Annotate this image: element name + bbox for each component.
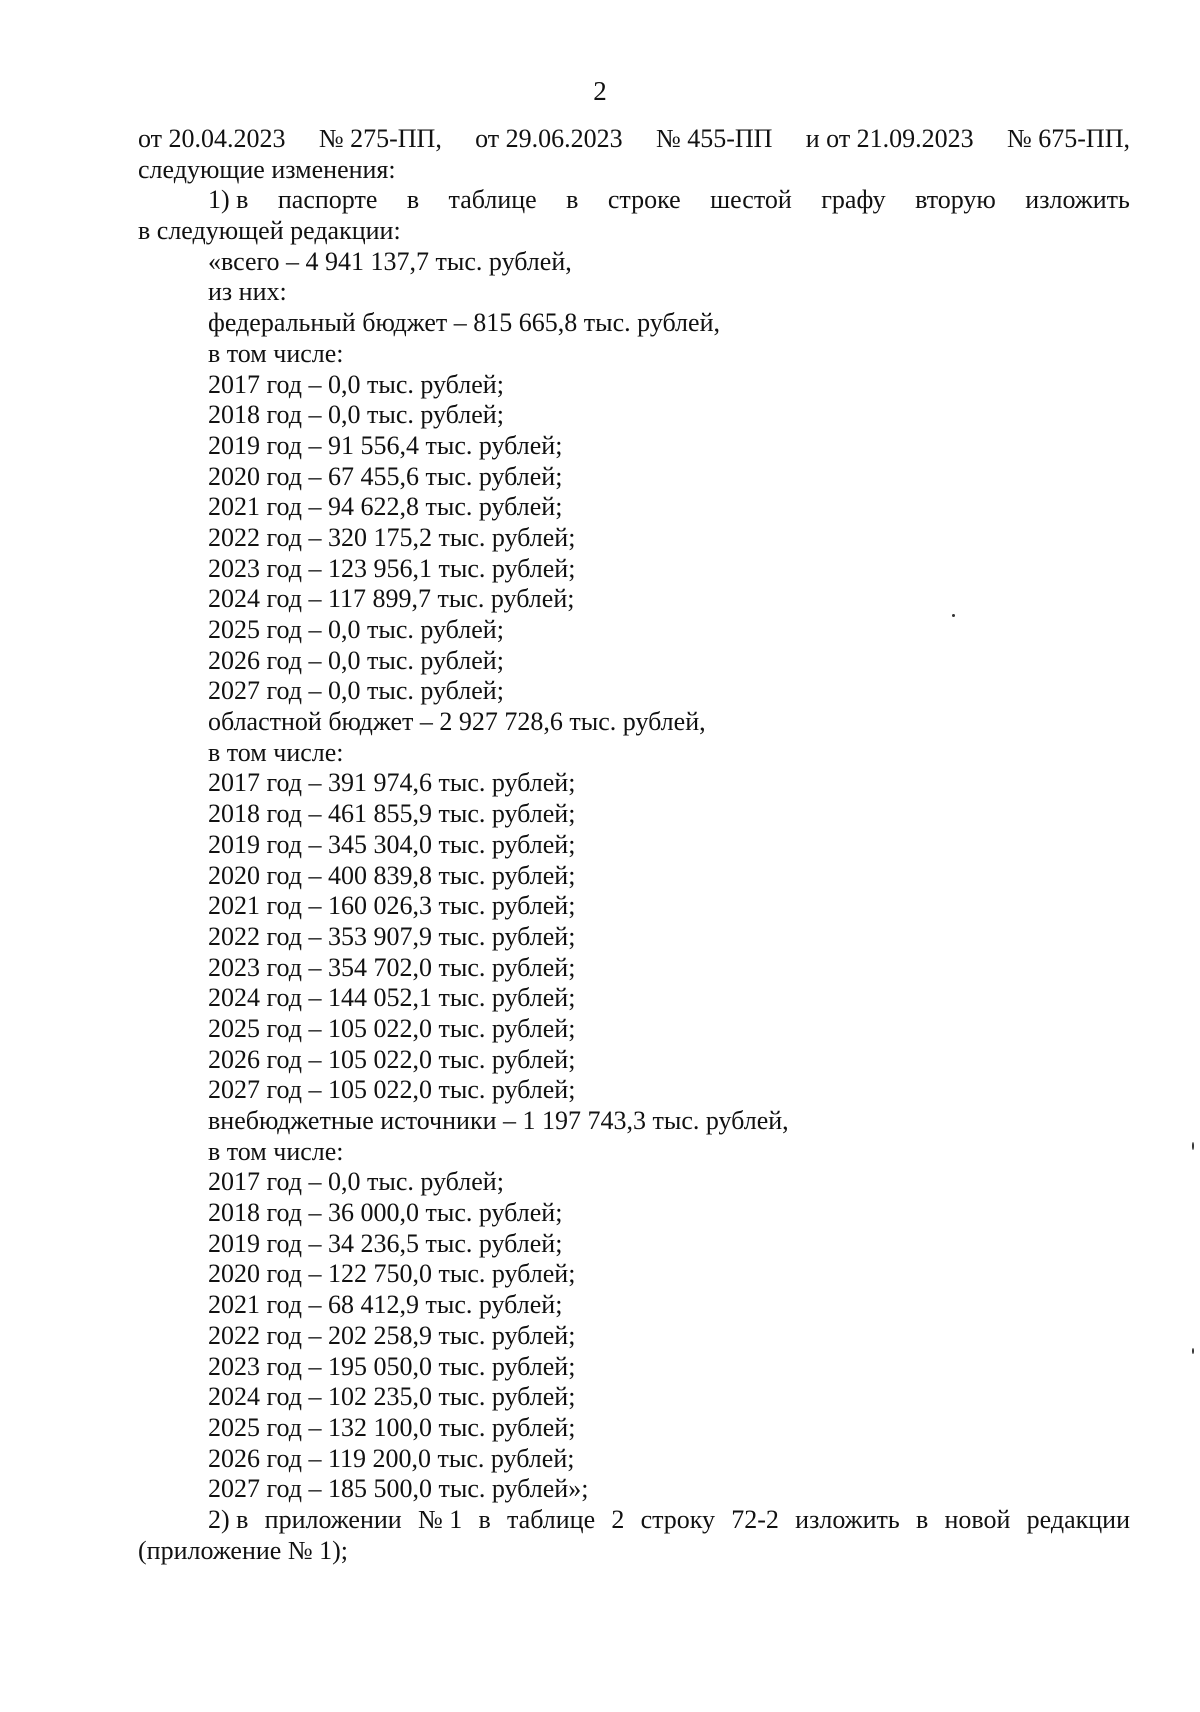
word: № 1 bbox=[417, 1504, 463, 1534]
funding-line: 2019 год – 91 556,4 тыс. рублей; bbox=[208, 430, 563, 460]
word: изложить bbox=[1025, 185, 1130, 215]
funding-line: 2017 год – 0,0 тыс. рублей; bbox=[208, 1167, 504, 1197]
item-1-line-1 bbox=[138, 185, 1130, 216]
word: вторую bbox=[915, 185, 996, 215]
word: в bbox=[566, 185, 579, 215]
funding-line: 2024 год – 102 235,0 тыс. рублей; bbox=[208, 1382, 576, 1412]
word: новой bbox=[944, 1504, 1011, 1534]
scan-speck bbox=[952, 614, 955, 617]
funding-line: 2025 год – 105 022,0 тыс. рублей; bbox=[208, 1013, 576, 1043]
word: паспорте bbox=[277, 185, 378, 215]
funding-line: 2027 год – 0,0 тыс. рублей; bbox=[208, 676, 504, 706]
funding-line: 2024 год – 117 899,7 тыс. рублей; bbox=[208, 584, 575, 614]
funding-line: из них: bbox=[208, 277, 287, 307]
funding-line: 2019 год – 345 304,0 тыс. рублей; bbox=[208, 829, 576, 859]
funding-line: в том числе: bbox=[208, 1136, 344, 1166]
word: строку bbox=[640, 1504, 716, 1534]
document-body bbox=[138, 124, 1130, 1566]
word: от 20.04.2023 bbox=[138, 124, 286, 153]
word: 2 bbox=[611, 1504, 625, 1534]
funding-line: 2021 год – 68 412,9 тыс. рублей; bbox=[208, 1290, 563, 1320]
funding-line: 2023 год – 123 956,1 тыс. рублей; bbox=[208, 553, 576, 583]
funding-line: 2021 год – 160 026,3 тыс. рублей; bbox=[208, 891, 576, 921]
funding-line: областной бюджет – 2 927 728,6 тыс. рублей, bbox=[208, 707, 706, 737]
item-2-line-1 bbox=[138, 1505, 1130, 1536]
funding-line: 2019 год – 34 236,5 тыс. рублей; bbox=[208, 1228, 563, 1258]
funding-line: 2021 год – 94 622,8 тыс. рублей; bbox=[208, 492, 563, 522]
word: № 675-ПП, bbox=[1006, 124, 1130, 153]
funding-line: 2023 год – 354 702,0 тыс. рублей; bbox=[208, 952, 576, 982]
word: в bbox=[406, 185, 420, 215]
word: в bbox=[478, 1504, 491, 1534]
funding-line: 2020 год – 122 750,0 тыс. рублей; bbox=[208, 1259, 576, 1289]
word: таблице bbox=[448, 185, 537, 215]
page-number: 2 bbox=[593, 76, 607, 106]
word: приложении bbox=[264, 1504, 402, 1534]
item-2-line-2: (приложение № 1); bbox=[138, 1535, 349, 1565]
intro-line-2: следующие изменения: bbox=[138, 154, 396, 184]
funding-line: 2018 год – 36 000,0 тыс. рублей; bbox=[208, 1198, 563, 1228]
word: от 29.06.2023 bbox=[475, 124, 623, 153]
funding-line: 2022 год – 353 907,9 тыс. рублей; bbox=[208, 921, 576, 951]
word: 72-2 bbox=[731, 1504, 779, 1534]
word: изложить bbox=[795, 1504, 900, 1534]
funding-line: «всего – 4 941 137,7 тыс. рублей, bbox=[208, 246, 572, 276]
funding-line: 2026 год – 119 200,0 тыс. рублей; bbox=[208, 1443, 575, 1473]
word: 1) в bbox=[208, 185, 249, 215]
scan-speck bbox=[1192, 1142, 1194, 1150]
word: 2) в bbox=[208, 1504, 249, 1534]
word: строке bbox=[607, 185, 681, 215]
funding-line: внебюджетные источники – 1 197 743,3 тыс. рублей, bbox=[208, 1106, 789, 1135]
funding-line: федеральный бюджет – 815 665,8 тыс. рублей, bbox=[208, 308, 720, 338]
word: таблице bbox=[506, 1504, 596, 1534]
funding-line: 2024 год – 144 052,1 тыс. рублей; bbox=[208, 983, 576, 1013]
word: и от 21.09.2023 bbox=[805, 124, 974, 153]
funding-line: 2020 год – 400 839,8 тыс. рублей; bbox=[208, 860, 576, 890]
funding-line: в том числе: bbox=[208, 737, 344, 767]
funding-line: 2026 год – 105 022,0 тыс. рублей; bbox=[208, 1044, 576, 1074]
word: шестой bbox=[710, 185, 792, 215]
intro-line-1 bbox=[138, 124, 1130, 155]
funding-line: 2018 год – 461 855,9 тыс. рублей; bbox=[208, 799, 576, 829]
funding-quote-block bbox=[138, 247, 1130, 1505]
funding-line: 2027 год – 105 022,0 тыс. рублей; bbox=[208, 1075, 576, 1105]
funding-line: 2022 год – 202 258,9 тыс. рублей; bbox=[208, 1320, 576, 1350]
word: № 455-ПП bbox=[655, 124, 773, 153]
word: в bbox=[915, 1504, 929, 1534]
funding-line: 2022 год – 320 175,2 тыс. рублей; bbox=[208, 522, 576, 552]
funding-line: в том числе: bbox=[208, 338, 344, 368]
word: графу bbox=[821, 185, 886, 215]
item-1-line-2: в следующей редакции: bbox=[138, 216, 401, 246]
word: № 275-ПП, bbox=[318, 124, 442, 153]
word: редакции bbox=[1026, 1504, 1130, 1534]
funding-line: 2018 год – 0,0 тыс. рублей; bbox=[208, 400, 504, 430]
funding-line: 2017 год – 391 974,6 тыс. рублей; bbox=[208, 768, 576, 798]
funding-line: 2023 год – 195 050,0 тыс. рублей; bbox=[208, 1351, 576, 1381]
scan-speck bbox=[1192, 1348, 1194, 1354]
funding-line: 2020 год – 67 455,6 тыс. рублей; bbox=[208, 461, 563, 491]
funding-line: 2017 год – 0,0 тыс. рублей; bbox=[208, 369, 504, 399]
funding-line: 2025 год – 132 100,0 тыс. рублей; bbox=[208, 1412, 576, 1442]
funding-line: 2025 год – 0,0 тыс. рублей; bbox=[208, 615, 504, 644]
funding-line: 2026 год – 0,0 тыс. рублей; bbox=[208, 645, 504, 675]
funding-line: 2027 год – 185 500,0 тыс. рублей»; bbox=[208, 1474, 589, 1504]
